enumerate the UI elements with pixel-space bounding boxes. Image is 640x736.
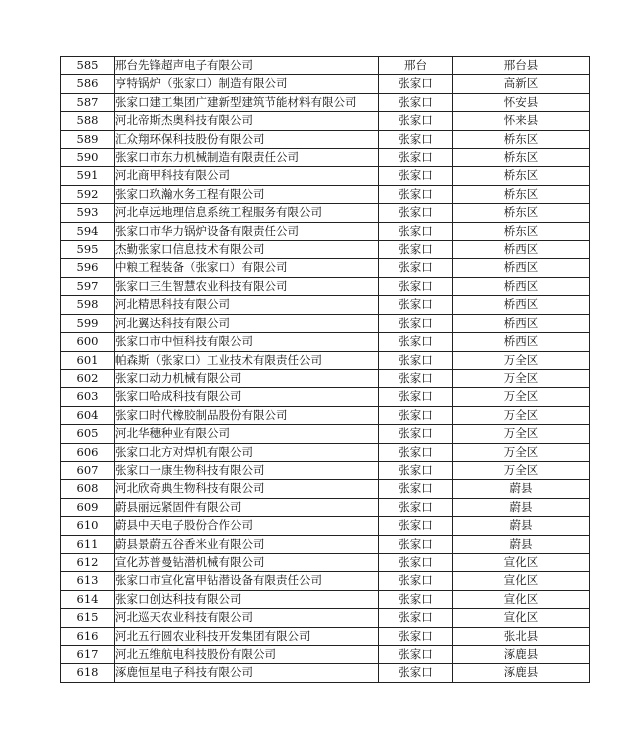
district-cell: 桥东区 bbox=[453, 130, 590, 148]
row-number-cell: 599 bbox=[61, 314, 115, 332]
company-name-cell: 河北翼达科技有限公司 bbox=[115, 314, 379, 332]
district-cell: 宣化区 bbox=[453, 609, 590, 627]
table-row bbox=[61, 480, 590, 498]
district-cell: 宣化区 bbox=[453, 590, 590, 608]
city-cell: 邢台 bbox=[379, 57, 453, 75]
table-row bbox=[61, 259, 590, 277]
district-cell: 万全区 bbox=[453, 443, 590, 461]
company-name-cell: 河北五行圆农业科技开发集团有限公司 bbox=[115, 627, 379, 645]
table-row bbox=[61, 609, 590, 627]
district-cell: 万全区 bbox=[453, 406, 590, 424]
table-row bbox=[61, 333, 590, 351]
company-name-cell: 河北商甲科技有限公司 bbox=[115, 167, 379, 185]
table-row bbox=[61, 498, 590, 516]
district-cell: 张北县 bbox=[453, 627, 590, 645]
city-cell: 张家口 bbox=[379, 443, 453, 461]
table-row bbox=[61, 535, 590, 553]
table-row bbox=[61, 204, 590, 222]
company-name-cell: 蔚县中天电子股份合作公司 bbox=[115, 517, 379, 535]
table-row bbox=[61, 130, 590, 148]
city-cell: 张家口 bbox=[379, 609, 453, 627]
table-row bbox=[61, 185, 590, 203]
city-cell: 张家口 bbox=[379, 185, 453, 203]
company-name-cell: 张家口市中恒科技有限公司 bbox=[115, 333, 379, 351]
city-cell: 张家口 bbox=[379, 406, 453, 424]
city-cell: 张家口 bbox=[379, 333, 453, 351]
row-number-cell: 586 bbox=[61, 75, 115, 93]
city-cell: 张家口 bbox=[379, 314, 453, 332]
row-number-cell: 616 bbox=[61, 627, 115, 645]
company-name-cell: 帕森斯（张家口）工业技术有限责任公司 bbox=[115, 351, 379, 369]
company-name-cell: 河北精思科技有限公司 bbox=[115, 296, 379, 314]
row-number-cell: 592 bbox=[61, 185, 115, 203]
city-cell: 张家口 bbox=[379, 664, 453, 682]
row-number-cell: 609 bbox=[61, 498, 115, 516]
district-cell: 蔚县 bbox=[453, 498, 590, 516]
company-name-cell: 张家口动力机械有限公司 bbox=[115, 369, 379, 387]
district-cell: 万全区 bbox=[453, 369, 590, 387]
table-row bbox=[61, 425, 590, 443]
district-cell: 蔚县 bbox=[453, 535, 590, 553]
row-number-cell: 606 bbox=[61, 443, 115, 461]
table-row bbox=[61, 406, 590, 424]
row-number-cell: 607 bbox=[61, 461, 115, 479]
row-number-cell: 600 bbox=[61, 333, 115, 351]
table-row bbox=[61, 664, 590, 682]
row-number-cell: 590 bbox=[61, 149, 115, 167]
table-row bbox=[61, 443, 590, 461]
row-number-cell: 591 bbox=[61, 167, 115, 185]
table-row bbox=[61, 369, 590, 387]
company-name-cell: 张家口哈成科技有限公司 bbox=[115, 388, 379, 406]
row-number-cell: 605 bbox=[61, 425, 115, 443]
city-cell: 张家口 bbox=[379, 351, 453, 369]
table-row bbox=[61, 93, 590, 111]
table-row bbox=[61, 75, 590, 93]
company-table bbox=[60, 56, 590, 683]
district-cell: 桥东区 bbox=[453, 149, 590, 167]
district-cell: 桥西区 bbox=[453, 333, 590, 351]
district-cell: 桥东区 bbox=[453, 185, 590, 203]
company-name-cell: 中粮工程装备（张家口）有限公司 bbox=[115, 259, 379, 277]
city-cell: 张家口 bbox=[379, 277, 453, 295]
city-cell: 张家口 bbox=[379, 535, 453, 553]
district-cell: 桥西区 bbox=[453, 314, 590, 332]
company-name-cell: 张家口市宣化富甲钻潜设备有限责任公司 bbox=[115, 572, 379, 590]
city-cell: 张家口 bbox=[379, 296, 453, 314]
table-row bbox=[61, 314, 590, 332]
row-number-cell: 612 bbox=[61, 553, 115, 571]
table-row bbox=[61, 167, 590, 185]
company-name-cell: 蔚县景蔚五谷香米业有限公司 bbox=[115, 535, 379, 553]
district-cell: 万全区 bbox=[453, 388, 590, 406]
table-row bbox=[61, 222, 590, 240]
table-row bbox=[61, 277, 590, 295]
district-cell: 涿鹿县 bbox=[453, 646, 590, 664]
city-cell: 张家口 bbox=[379, 259, 453, 277]
table-body bbox=[61, 57, 590, 683]
company-name-cell: 张家口创达科技有限公司 bbox=[115, 590, 379, 608]
district-cell: 宣化区 bbox=[453, 553, 590, 571]
city-cell: 张家口 bbox=[379, 572, 453, 590]
district-cell: 桥西区 bbox=[453, 296, 590, 314]
table-row bbox=[61, 296, 590, 314]
table-row bbox=[61, 241, 590, 259]
city-cell: 张家口 bbox=[379, 93, 453, 111]
company-name-cell: 张家口一康生物科技有限公司 bbox=[115, 461, 379, 479]
city-cell: 张家口 bbox=[379, 369, 453, 387]
district-cell: 桥东区 bbox=[453, 204, 590, 222]
table-row bbox=[61, 57, 590, 75]
row-number-cell: 589 bbox=[61, 130, 115, 148]
city-cell: 张家口 bbox=[379, 517, 453, 535]
district-cell: 涿鹿县 bbox=[453, 664, 590, 682]
table-row bbox=[61, 572, 590, 590]
row-number-cell: 602 bbox=[61, 369, 115, 387]
company-name-cell: 涿鹿恒星电子科技有限公司 bbox=[115, 664, 379, 682]
company-name-cell: 亨特锅炉（张家口）制造有限公司 bbox=[115, 75, 379, 93]
company-name-cell: 宣化苏普曼钻潜机械有限公司 bbox=[115, 553, 379, 571]
row-number-cell: 587 bbox=[61, 93, 115, 111]
table-row bbox=[61, 646, 590, 664]
city-cell: 张家口 bbox=[379, 480, 453, 498]
row-number-cell: 604 bbox=[61, 406, 115, 424]
row-number-cell: 603 bbox=[61, 388, 115, 406]
row-number-cell: 585 bbox=[61, 57, 115, 75]
row-number-cell: 601 bbox=[61, 351, 115, 369]
city-cell: 张家口 bbox=[379, 553, 453, 571]
row-number-cell: 597 bbox=[61, 277, 115, 295]
city-cell: 张家口 bbox=[379, 461, 453, 479]
company-name-cell: 张家口时代橡胶制品股份有限公司 bbox=[115, 406, 379, 424]
company-name-cell: 邢台先锋超声电子有限公司 bbox=[115, 57, 379, 75]
company-name-cell: 河北华穗种业有限公司 bbox=[115, 425, 379, 443]
company-name-cell: 河北欣奇典生物科技有限公司 bbox=[115, 480, 379, 498]
city-cell: 张家口 bbox=[379, 130, 453, 148]
company-name-cell: 张家口市华力锅炉设备有限责任公司 bbox=[115, 222, 379, 240]
city-cell: 张家口 bbox=[379, 241, 453, 259]
district-cell: 蔚县 bbox=[453, 480, 590, 498]
table-row bbox=[61, 112, 590, 130]
company-name-cell: 杰勤张家口信息技术有限公司 bbox=[115, 241, 379, 259]
district-cell: 怀安县 bbox=[453, 93, 590, 111]
row-number-cell: 615 bbox=[61, 609, 115, 627]
company-name-cell: 河北卓远地理信息系统工程服务有限公司 bbox=[115, 204, 379, 222]
city-cell: 张家口 bbox=[379, 498, 453, 516]
city-cell: 张家口 bbox=[379, 167, 453, 185]
city-cell: 张家口 bbox=[379, 75, 453, 93]
row-number-cell: 610 bbox=[61, 517, 115, 535]
district-cell: 桥西区 bbox=[453, 241, 590, 259]
district-cell: 万全区 bbox=[453, 461, 590, 479]
city-cell: 张家口 bbox=[379, 112, 453, 130]
row-number-cell: 595 bbox=[61, 241, 115, 259]
table-row bbox=[61, 461, 590, 479]
table-row bbox=[61, 351, 590, 369]
company-name-cell: 河北帝斯杰奥科技有限公司 bbox=[115, 112, 379, 130]
company-name-cell: 张家口北方对焊机有限公司 bbox=[115, 443, 379, 461]
row-number-cell: 598 bbox=[61, 296, 115, 314]
company-name-cell: 蔚县丽远紧固件有限公司 bbox=[115, 498, 379, 516]
row-number-cell: 593 bbox=[61, 204, 115, 222]
district-cell: 万全区 bbox=[453, 425, 590, 443]
row-number-cell: 614 bbox=[61, 590, 115, 608]
table-row bbox=[61, 517, 590, 535]
table-row bbox=[61, 388, 590, 406]
district-cell: 万全区 bbox=[453, 351, 590, 369]
company-name-cell: 河北巡天农业科技有限公司 bbox=[115, 609, 379, 627]
district-cell: 桥西区 bbox=[453, 259, 590, 277]
city-cell: 张家口 bbox=[379, 388, 453, 406]
row-number-cell: 618 bbox=[61, 664, 115, 682]
city-cell: 张家口 bbox=[379, 425, 453, 443]
city-cell: 张家口 bbox=[379, 646, 453, 664]
table-row bbox=[61, 627, 590, 645]
company-name-cell: 张家口玖瀚水务工程有限公司 bbox=[115, 185, 379, 203]
district-cell: 怀来县 bbox=[453, 112, 590, 130]
district-cell: 桥东区 bbox=[453, 222, 590, 240]
company-name-cell: 张家口市东力机械制造有限责任公司 bbox=[115, 149, 379, 167]
district-cell: 桥东区 bbox=[453, 167, 590, 185]
company-name-cell: 张家口建工集团广建新型建筑节能材料有限公司 bbox=[115, 93, 379, 111]
district-cell: 高新区 bbox=[453, 75, 590, 93]
city-cell: 张家口 bbox=[379, 149, 453, 167]
row-number-cell: 613 bbox=[61, 572, 115, 590]
city-cell: 张家口 bbox=[379, 627, 453, 645]
city-cell: 张家口 bbox=[379, 590, 453, 608]
company-name-cell: 汇众翔环保科技股份有限公司 bbox=[115, 130, 379, 148]
company-name-cell: 张家口三生智慧农业科技有限公司 bbox=[115, 277, 379, 295]
row-number-cell: 617 bbox=[61, 646, 115, 664]
table-row bbox=[61, 553, 590, 571]
row-number-cell: 596 bbox=[61, 259, 115, 277]
district-cell: 宣化区 bbox=[453, 572, 590, 590]
district-cell: 蔚县 bbox=[453, 517, 590, 535]
row-number-cell: 588 bbox=[61, 112, 115, 130]
table-row bbox=[61, 590, 590, 608]
city-cell: 张家口 bbox=[379, 204, 453, 222]
row-number-cell: 608 bbox=[61, 480, 115, 498]
table-row bbox=[61, 149, 590, 167]
city-cell: 张家口 bbox=[379, 222, 453, 240]
row-number-cell: 611 bbox=[61, 535, 115, 553]
district-cell: 邢台县 bbox=[453, 57, 590, 75]
company-name-cell: 河北五维航电科技股份有限公司 bbox=[115, 646, 379, 664]
row-number-cell: 594 bbox=[61, 222, 115, 240]
district-cell: 桥西区 bbox=[453, 277, 590, 295]
